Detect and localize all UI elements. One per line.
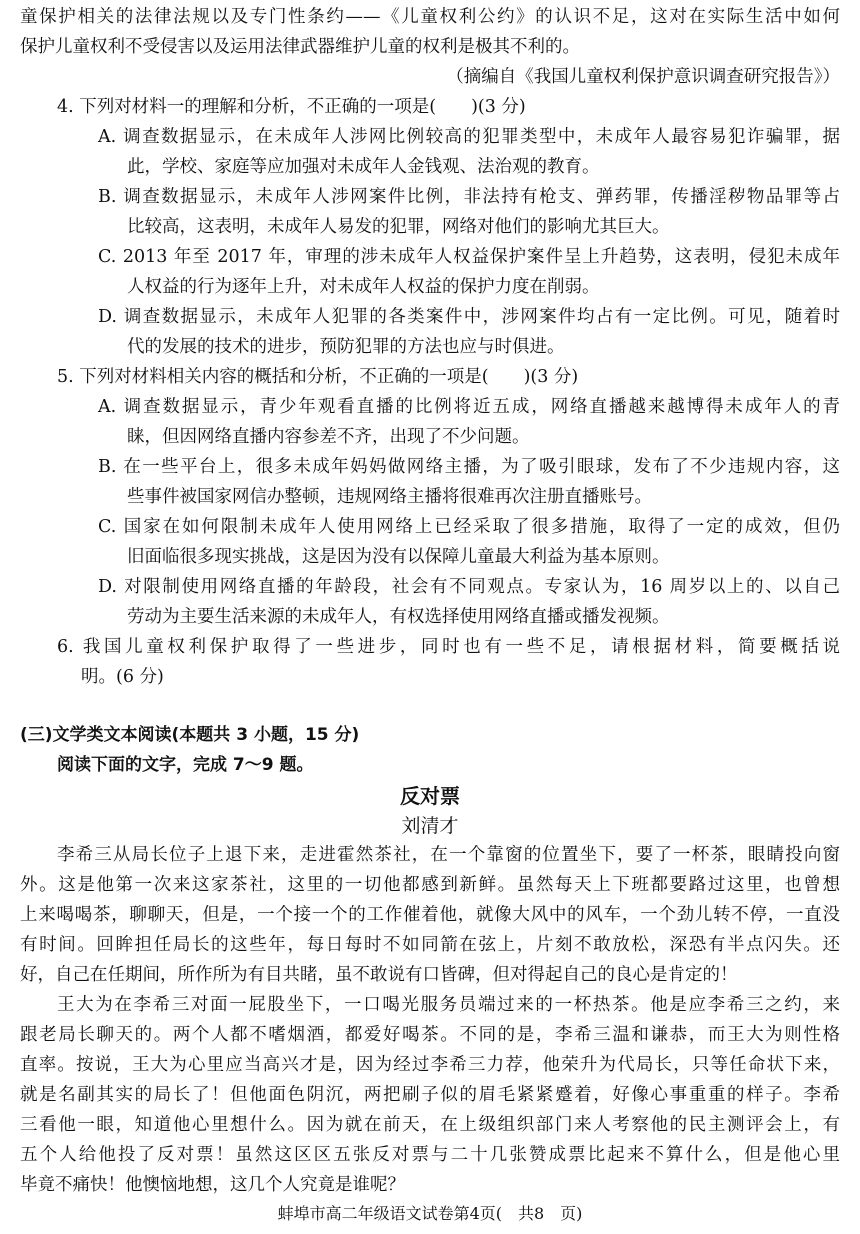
question-6-stem: 6. 我国儿童权利保护取得了一些进步，同时也有一些不足，请根据材料，简要概括说 xyxy=(57,637,840,657)
q5-option-b: 些事件被国家网信办整顿，违规网络主播将很难再次注册直播账号。 xyxy=(127,487,652,507)
q4-option-c: C. 2013 年至 2017 年，审理的涉未成年人权益保护案件呈上升趋势，这表明，侵犯未成年 xyxy=(98,247,840,267)
paragraph-line: 五个人给他投了反对票！虽然这区区五张反对票与二十几张赞成票比起来不算什么，但是他心里 xyxy=(20,1145,840,1165)
paragraph-line: 王大为在李希三对面一屁股坐下，一口喝光服务员端过来的一杯热茶。他是应李希三之约，来 xyxy=(57,995,840,1015)
q5-option-c: 旧面临很多现实挑战，这是因为没有以保障儿童最大利益为基本原则。 xyxy=(127,547,670,567)
q5-option-b: B. 在一些平台上，很多未成年妈妈做网络主播，为了吸引眼球，发布了不少违规内容，这 xyxy=(98,457,840,477)
source-citation: （摘编自《我国儿童权利保护意识调查研究报告》） xyxy=(446,67,840,87)
question-5-stem: 5. 下列对材料相关内容的概括和分析，不正确的一项是( )(3 分) xyxy=(57,367,579,387)
paragraph-line: 直率。按说，王大为心里应当高兴才是，因为经过李希三力荐，他荣升为代局长，只等任命状下来， xyxy=(20,1055,840,1075)
page-footer: 蚌埠市高二年级语文试卷第4页( 共8 页) xyxy=(277,1204,583,1223)
story-author: 刘清才 xyxy=(401,815,459,837)
intro-line: 保护儿童权利不受侵害以及运用法律武器维护儿童的权利是极其不利的。 xyxy=(20,37,580,57)
q4-option-c: 人权益的行为逐年上升，对未成年人权益的保护力度在削弱。 xyxy=(127,277,600,297)
section-heading: (三)文学类文本阅读(本题共 3 小题，15 分) xyxy=(20,725,360,745)
intro-line: 童保护相关的法律法规以及专门性条约——《儿童权利公约》的认识不足，这对在实际生活中如何 xyxy=(20,7,840,27)
paragraph-line: 好，自己在任期间，所作所为有目共睹，虽不敢说有口皆碑，但对得起自己的良心是肯定的！ xyxy=(20,965,738,985)
q5-option-a: A. 调查数据显示，青少年观看直播的比例将近五成，网络直播越来越博得未成年人的青 xyxy=(98,397,840,417)
q4-option-b: B. 调查数据显示，未成年人涉网案件比例，非法持有枪支、弹药罪，传播淫秽物品罪等占 xyxy=(98,187,840,207)
q5-option-a: 睐，但因网络直播内容参差不齐，出现了不少问题。 xyxy=(127,427,530,447)
q4-option-d: D. 调查数据显示，未成年人犯罪的各类案件中，涉网案件均占有一定比例。可见，随着时 xyxy=(98,307,840,327)
q5-option-d: 劳动为主要生活来源的未成年人，有权选择使用网络直播或播发视频。 xyxy=(127,607,670,627)
question-6-stem: 明。(6 分) xyxy=(81,667,164,687)
q4-option-b: 比较高，这表明，未成年人易发的犯罪，网络对他们的影响尤其巨大。 xyxy=(127,217,670,237)
paragraph-line: 就是名副其实的局长了！但他面色阴沉，两把刷子似的眉毛紧紧蹙着，好像心事重重的样子。李希 xyxy=(20,1085,840,1105)
question-4-stem: 4. 下列对材料一的理解和分析，不正确的一项是( )(3 分) xyxy=(57,97,526,117)
q4-option-a: A. 调查数据显示，在未成年人涉网比例较高的犯罪类型中，未成年人最容易犯诈骗罪，据 xyxy=(98,127,840,147)
q5-option-c: C. 国家在如何限制未成年人使用网络上已经采取了很多措施，取得了一定的成效，但仍 xyxy=(98,517,840,537)
q5-option-d: D. 对限制使用网络直播的年龄段，社会有不同观点。专家认为，16 周岁以上的、以自己 xyxy=(98,577,840,597)
q4-option-a: 此，学校、家庭等应加强对未成年人金钱观、法治观的教育。 xyxy=(127,157,600,177)
paragraph-line: 三看他一眼，知道他心里想什么。因为就在前天，在上级组织部门来人考察他的民主测评会上，有 xyxy=(20,1115,840,1135)
paragraph-line: 外。这是他第一次来这家茶社，这里的一切他都感到新鲜。虽然每天上下班都要路过这里，也曾想 xyxy=(20,875,840,895)
paragraph-line: 毕竟不痛快！他懊恼地想，这几个人究竟是谁呢？ xyxy=(20,1175,405,1195)
paragraph-line: 跟老局长聊天的。两个人都不嗜烟酒，都爱好喝茶。不同的是，李希三温和谦恭，而王大为则性格 xyxy=(20,1025,840,1045)
story-title: 反对票 xyxy=(400,784,460,808)
paragraph-line: 李希三从局长位子上退下来，走进霍然茶社，在一个靠窗的位置坐下，要了一杯茶，眼睛投向窗 xyxy=(57,845,840,865)
paragraph-line: 上来喝喝茶，聊聊天，但是，一个接一个的工作催着他，就像大风中的风车，一个劲儿转不停，一直没 xyxy=(20,905,840,925)
q4-option-d: 代的发展的技术的进步，预防犯罪的方法也应与时俱进。 xyxy=(127,337,565,357)
paragraph-line: 有时间。回眸担任局长的这些年，每日每时不如同箭在弦上，片刻不敢放松，深恐有半点闪失。还 xyxy=(20,935,840,955)
reading-instruction: 阅读下面的文字，完成 7～9 题。 xyxy=(57,755,314,775)
